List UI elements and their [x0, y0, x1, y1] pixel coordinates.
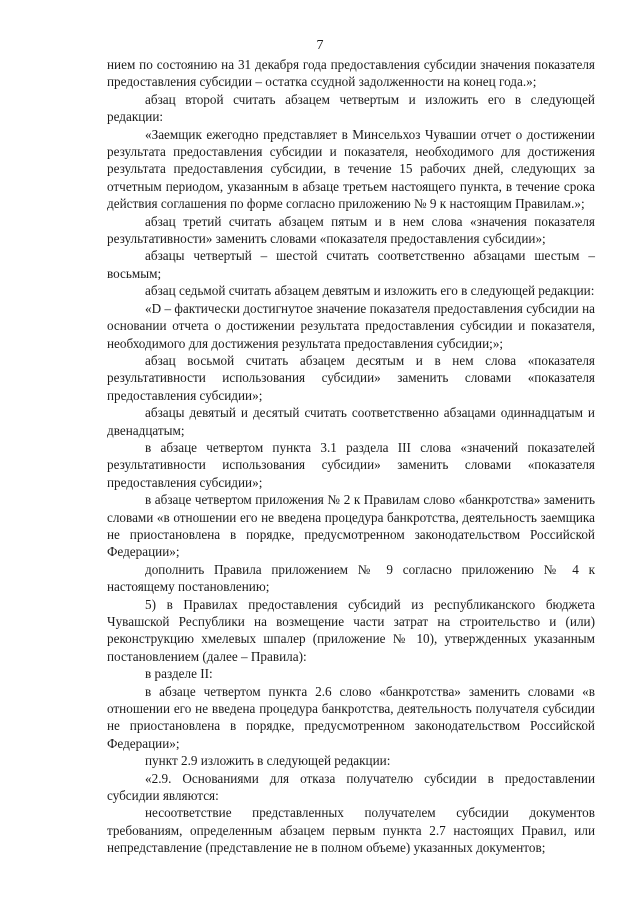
paragraph: абзац восьмой считать абзацем десятым и в нем слова «показателя результативности использования субсидии» заменить словами «показателя предоставления субсидии»; — [107, 352, 595, 403]
paragraph: абзац второй считать абзацем четвертым и изложить его в следующей редакции: — [107, 91, 595, 125]
paragraph: абзац седьмой считать абзацем девятым и изложить его в следующей редакции: — [145, 283, 595, 299]
paragraph: абзацы четвертый – шестой считать соответственно абзацами шестым – восьмым; — [107, 248, 595, 281]
paragraph: несоответствие представленных получателем субсидии документов требованиям, определенным абзацем первым пункта 2.7 настоящих Правил, или непредставление (представление не в полном объеме) указанных документов; — [107, 805, 595, 856]
paragraph: 5) в Правилах предоставления субсидий из республиканского бюджета Чувашской Республики на возмещение части затрат на строительство и (или) реконструкцию хмелевых шпалер (приложение № 10), утвержденных указанным постановлением (далее – Правила): — [107, 596, 595, 664]
paragraph: «Заемщик ежегодно представляет в Минсельхоз Чувашии отчет о достижении результата предоставления субсидии и показателя, необходимого для достижения результата предоставления субсидии, в течение 15 рабочих дней, следующих за отчетным периодом, указанным в абзаце третьем настоящего пункта, в течение срока действия соглашения по форме согласно приложению № 9 к настоящим Правилам.»; — [107, 126, 595, 212]
paragraph: в абзаце четвертом приложения № 2 к Правилам слово «банкротства» заменить словами «в отношении его не введена процедура банкротства, деятельность заемщика не приостановлена в порядке, предусмотренном законодательством Российской Федерации»; — [107, 492, 595, 560]
paragraph: нием по состоянию на 31 декабря года предоставления субсидии значения показателя предоставления субсидии – остатка ссудной задолженности на конец года.»; — [107, 57, 595, 90]
paragraph: абзацы девятый и десятый считать соответственно абзацами одиннадцатым и двенадцатым; — [107, 405, 595, 438]
paragraph: дополнить Правила приложением № 9 согласно приложению № 4 к настоящему постановлению; — [107, 561, 595, 595]
paragraph: абзац третий считать абзацем пятым и в нем слова «значения показателя результативности» заменить словами «показателя предоставления субсидии»; — [107, 213, 595, 247]
paragraph: «D – фактически достигнутое значение показателя предоставления субсидии на основании отчета о достижении результата предоставления субсидии и показателя, необходимого для достижения результата предоставления субсидии;»; — [107, 300, 595, 351]
paragraph: пункт 2.9 изложить в следующей редакции: — [145, 753, 391, 769]
paragraph: в абзаце четвертом пункта 2.6 слово «банкротства» заменить словами «в отношении его не введена процедура банкротства, деятельность получателя субсидии не приостановлена в порядке, предусмотренном законодательством Российской Федерации»; — [107, 683, 595, 751]
document-body — [107, 56, 595, 857]
page-number: 7 — [316, 38, 324, 53]
paragraph: в абзаце четвертом пункта 3.1 раздела III слова «значений показателей результативности использования субсидии» заменить словами «показателя предоставления субсидии»; — [107, 439, 595, 490]
paragraph: в разделе II: — [145, 666, 213, 682]
paragraph: «2.9. Основаниями для отказа получателю субсидии в предоставлении субсидии являются: — [107, 770, 595, 804]
